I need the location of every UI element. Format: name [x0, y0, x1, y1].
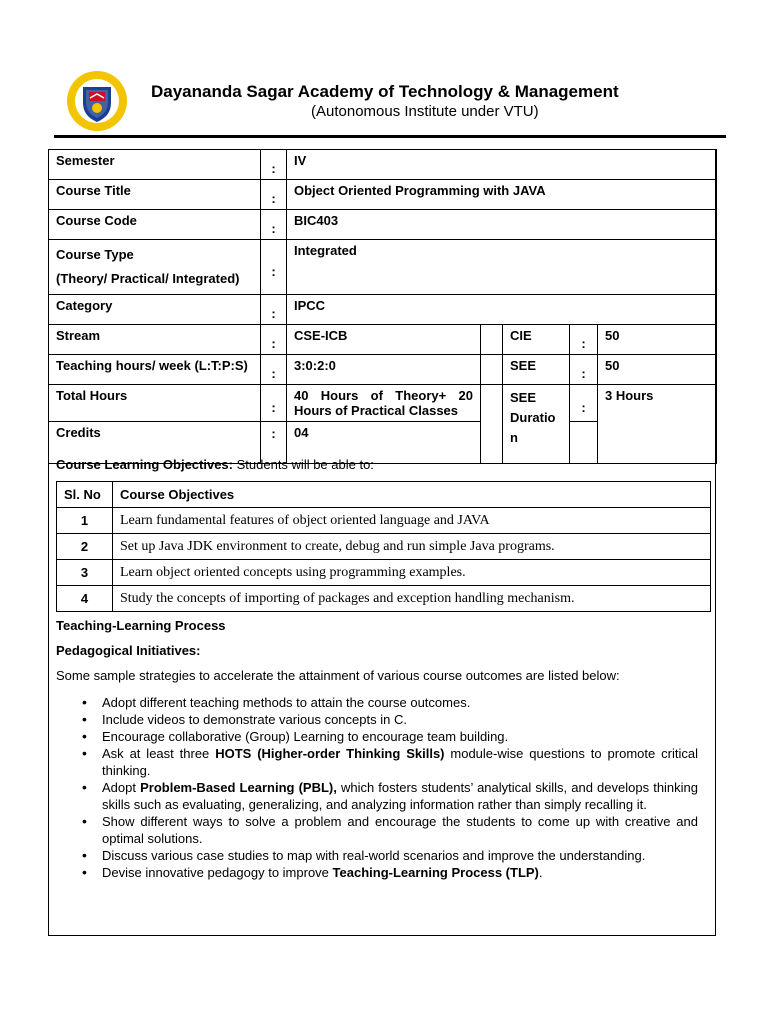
list-item — [82, 864, 698, 881]
tlp-heading: Teaching-Learning Process — [56, 618, 226, 633]
objective-text: Learn fundamental features of object oriented language and JAVA — [113, 508, 711, 534]
cie-value: 50 — [598, 325, 717, 355]
institution-logo — [62, 70, 132, 132]
course-type-label — [49, 240, 261, 295]
colon: : — [570, 385, 598, 422]
course-code-value: BIC403 — [287, 210, 717, 240]
objective-number: 3 — [57, 560, 113, 586]
see-value: 50 — [598, 355, 717, 385]
see-label: SEE — [503, 355, 570, 385]
col-sl-no: Sl. No — [57, 482, 113, 508]
spacer-cell — [481, 385, 503, 464]
see-duration-label — [503, 385, 570, 464]
semester-label: Semester — [49, 150, 261, 180]
total-hours-value: 40 Hours of Theory+ 20 Hours of Practical Classes — [287, 385, 481, 422]
list-item-text: module-wise questions to promote critical thinking. — [102, 746, 698, 778]
colon: : — [570, 355, 598, 385]
row-total-hours — [49, 385, 717, 422]
row-course-type — [49, 240, 717, 295]
list-item-text: Discuss various case studies to map with real-world scenarios and improve the understanding. — [102, 848, 646, 863]
institution-name: Dayananda Sagar Academy of Technology & Management — [151, 82, 619, 101]
course-objectives-heading-rest: Students will be able to: — [233, 457, 374, 472]
list-item — [82, 694, 698, 711]
table-row — [57, 508, 711, 534]
tlp-intro: Some sample strategies to accelerate the attainment of various course outcomes are listed below: — [56, 668, 620, 683]
objective-text: Study the concepts of importing of packages and exception handling mechanism. — [113, 586, 711, 612]
course-type-label-line2: (Theory/ Practical/ Integrated) — [56, 271, 240, 286]
see-duration-value: 3 Hours — [598, 385, 717, 464]
course-objectives-heading-bold: Course Learning Objectives: — [56, 457, 233, 472]
list-item-text: Include videos to demonstrate various concepts in C. — [102, 712, 407, 727]
row-stream — [49, 325, 717, 355]
course-objectives-heading — [56, 457, 374, 472]
list-item-bold: Problem-Based Learning (PBL), — [140, 780, 337, 795]
col-course-objectives: Course Objectives — [113, 482, 711, 508]
header-rule — [54, 135, 726, 138]
objective-text: Learn object oriented concepts using programming examples. — [113, 560, 711, 586]
list-item-text: . — [538, 865, 543, 880]
stream-label: Stream — [49, 325, 261, 355]
see-duration-label-line1: SEE — [510, 390, 537, 405]
category-label: Category — [49, 295, 261, 325]
list-item-bold: HOTS (Higher-order Thinking Skills) — [215, 746, 445, 761]
see-duration-label-line3: n — [510, 430, 518, 445]
table-row — [57, 534, 711, 560]
colon: : — [261, 180, 287, 210]
objectives-header-row — [57, 482, 711, 508]
stream-value: CSE-ICB — [287, 325, 481, 355]
row-category — [49, 295, 717, 325]
objective-number: 4 — [57, 586, 113, 612]
colon: : — [261, 385, 287, 422]
course-objectives-table — [56, 481, 711, 612]
colon: : — [261, 422, 287, 464]
list-item-text: Show different ways to solve a problem and encourage the students to come up with creative and optimal solutions. — [102, 814, 698, 846]
course-code-label: Course Code — [49, 210, 261, 240]
row-teaching-hours — [49, 355, 717, 385]
course-type-label-line1: Course Type — [56, 247, 134, 262]
colon: : — [261, 295, 287, 325]
total-hours-label: Total Hours — [49, 385, 261, 422]
list-item — [82, 847, 698, 864]
credits-label: Credits — [49, 422, 261, 464]
list-item-text: Adopt different teaching methods to attain the course outcomes. — [102, 695, 471, 710]
pedagogical-heading: Pedagogical Initiatives: — [56, 643, 201, 658]
credits-value: 04 — [287, 422, 481, 464]
list-item — [82, 745, 698, 779]
teaching-hours-value: 3:0:2:0 — [287, 355, 481, 385]
spacer-cell — [481, 355, 503, 385]
course-title-label: Course Title — [49, 180, 261, 210]
objective-number: 1 — [57, 508, 113, 534]
course-info-table — [48, 149, 717, 464]
table-row — [57, 560, 711, 586]
category-value: IPCC — [287, 295, 717, 325]
colon: : — [261, 240, 287, 295]
list-item — [82, 813, 698, 847]
semester-value: IV — [287, 150, 717, 180]
list-item-text: Devise innovative pedagogy to improve — [102, 865, 333, 880]
document-header — [0, 0, 768, 140]
list-item-text: Encourage collaborative (Group) Learning to encourage team building. — [102, 729, 509, 744]
objective-number: 2 — [57, 534, 113, 560]
spacer-cell — [570, 422, 598, 464]
table-row — [57, 586, 711, 612]
list-item — [82, 711, 698, 728]
pedagogy-list — [82, 694, 698, 881]
list-item — [82, 728, 698, 745]
course-title-value: Object Oriented Programming with JAVA — [287, 180, 717, 210]
see-duration-label-line2: Duratio — [510, 410, 556, 425]
list-item — [82, 779, 698, 813]
institution-subtitle: (Autonomous Institute under VTU) — [311, 103, 539, 120]
teaching-hours-label: Teaching hours/ week (L:T:P:S) — [49, 355, 261, 385]
cie-label: CIE — [503, 325, 570, 355]
colon: : — [261, 210, 287, 240]
row-course-title — [49, 180, 717, 210]
spacer-cell — [481, 325, 503, 355]
objective-text: Set up Java JDK environment to create, debug and run simple Java programs. — [113, 534, 711, 560]
list-item-bold: Teaching-Learning Process (TLP) — [332, 865, 539, 880]
course-type-value: Integrated — [287, 240, 717, 295]
colon: : — [261, 325, 287, 355]
row-course-code — [49, 210, 717, 240]
row-semester — [49, 150, 717, 180]
colon: : — [570, 325, 598, 355]
list-item-text: Adopt — [102, 780, 141, 795]
list-item-text: Ask at least three — [102, 746, 216, 761]
list-item-text: which fosters students’ analytical skills, and develops thinking skills such as evaluating, generalizing, and analyzing information rather than simply recalling it. — [102, 780, 699, 812]
colon: : — [261, 355, 287, 385]
colon: : — [261, 150, 287, 180]
